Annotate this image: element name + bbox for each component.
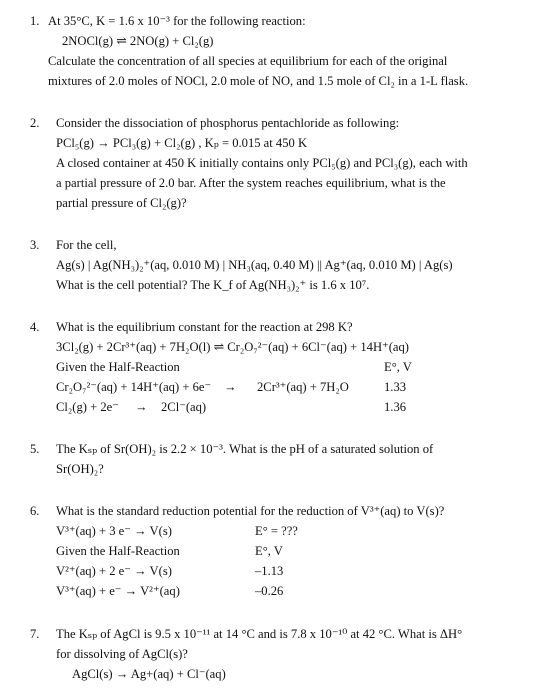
question-text: What is the cell potential? The K_f of Ag(NH₃)₂⁺ is 1.6 x 10⁷. (56, 278, 370, 292)
question-text: The Kₛₚ of AgCl is 9.5 x 10⁻¹¹ at 14 °C and is 7.8 x 10⁻¹⁰ at 42 °C. What is ΔH° (56, 627, 463, 641)
question-text: The Kₛₚ of Sr(OH)₂ is 2.2 × 10⁻³. What is the pH of a saturated solution of (56, 442, 434, 456)
question-number: 2. (30, 116, 40, 130)
question-text: For the cell, (56, 238, 117, 252)
given-label: Given the Half-Reaction (56, 360, 180, 374)
potential-header: E°, V (384, 360, 412, 374)
question-text: a partial pressure of 2.0 bar. After the system reaches equilibrium, what is the (56, 176, 446, 190)
potential-header: E°, V (255, 544, 283, 558)
question-number: 3. (30, 238, 40, 252)
potential-value: –1.13 (255, 564, 284, 578)
potential-value: 1.33 (384, 380, 407, 394)
potential-value: E° = ??? (255, 524, 298, 538)
reaction-equation: V³⁺(aq) + 3 e⁻ → V(s) (56, 524, 172, 538)
reaction-equation: 2NOCl(g) ⇌ 2NO(g) + Cl₂(g) (62, 34, 214, 48)
reaction-arrow: → (224, 380, 237, 394)
question-text: What is the equilibrium constant for the reaction at 298 K? (56, 320, 353, 334)
question-text: What is the standard reduction potential for the reduction of V³⁺(aq) to V(s)? (56, 504, 445, 518)
question-text: for dissolving of AgCl(s)? (56, 647, 188, 661)
half-reaction-left: Cl₂(g) + 2e⁻ (56, 400, 119, 414)
question-number: 5. (30, 442, 40, 456)
question-number: 1. (30, 14, 40, 28)
half-reaction: V³⁺(aq) + e⁻ → V²⁺(aq) (56, 584, 180, 598)
question-text: Consider the dissociation of phosphorus pentachloride as following: (56, 116, 400, 130)
potential-value: 1.36 (384, 400, 407, 414)
given-label: Given the Half-Reaction (56, 544, 180, 558)
reaction-equation: AgCl(s) → Ag+(aq) + Cl⁻(aq) (72, 667, 226, 681)
reaction-arrow: → (135, 400, 148, 414)
question-number: 6. (30, 504, 40, 518)
cell-notation: Ag(s) | Ag(NH₃)₂⁺(aq, 0.010 M) | NH₃(aq, 0.40 M) || Ag⁺(aq, 0.010 M) | Ag(s) (56, 258, 453, 272)
half-reaction-right: 2Cr³⁺(aq) + 7H₂O (257, 380, 349, 394)
half-reaction-left: Cr₂O₇²⁻(aq) + 14H⁺(aq) + 6e⁻ (56, 380, 212, 394)
question-text: Sr(OH)₂? (56, 462, 104, 476)
question-number: 7. (30, 627, 40, 641)
question-text: At 35°C, K = 1.6 x 10⁻³ for the following reaction: (48, 14, 306, 28)
half-reaction: V²⁺(aq) + 2 e⁻ → V(s) (56, 564, 172, 578)
half-reaction-right: 2Cl⁻(aq) (161, 400, 207, 414)
question-number: 4. (30, 320, 40, 334)
question-text: partial pressure of Cl₂(g)? (56, 196, 187, 210)
question-text: A closed container at 450 K initially contains only PCl₅(g) and PCl₃(g), each with (56, 156, 468, 170)
question-text: Calculate the concentration of all species at equilibrium for each of the original (48, 54, 448, 68)
question-text: mixtures of 2.0 moles of NOCl, 2.0 mole of NO, and 1.5 mole of Cl₂ in a 1-L flask. (48, 74, 469, 88)
reaction-equation: 3Cl₂(g) + 2Cr³⁺(aq) + 7H₂O(l) ⇌ Cr₂O₇²⁻(aq) + 6Cl⁻(aq) + 14H⁺(aq) (56, 340, 409, 354)
reaction-equation: PCl₅(g) → PCl₃(g) + Cl₂(g) , Kₚ = 0.015 at 450 K (56, 136, 308, 150)
potential-value: –0.26 (255, 584, 284, 598)
